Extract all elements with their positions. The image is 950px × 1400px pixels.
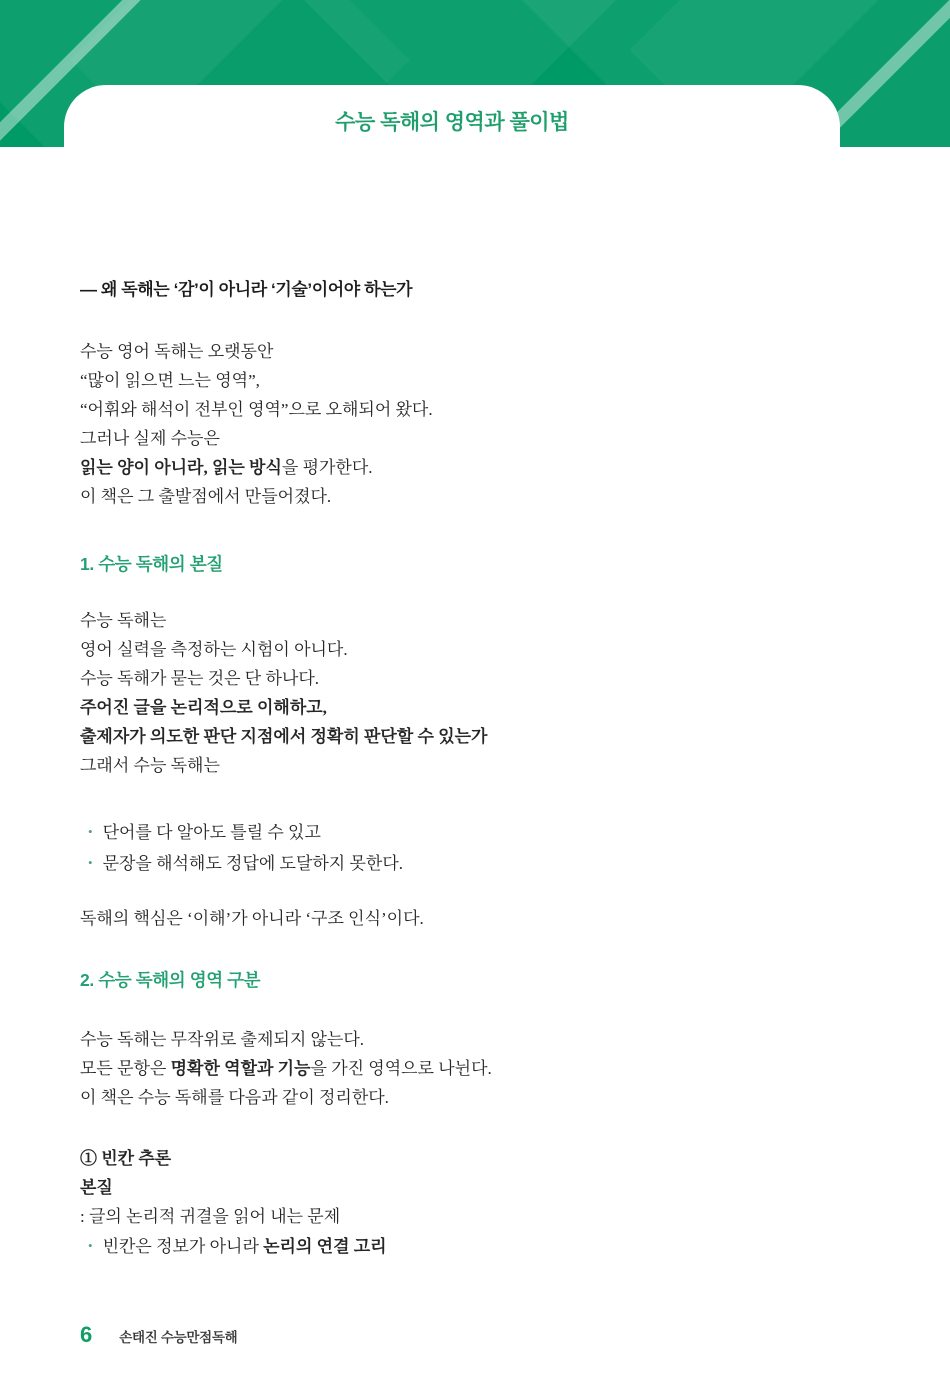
text-line — [80, 1231, 880, 1261]
text-line — [80, 606, 880, 635]
intro-paragraph — [80, 337, 880, 511]
text-line — [80, 453, 880, 482]
text-line — [80, 664, 880, 693]
bullet-dot: • — [88, 855, 93, 870]
text-segment: “많이 읽으면 느는 영역”, — [80, 371, 260, 390]
page-title: 수능 독해의 영역과 풀이법 — [335, 111, 569, 134]
text-segment: 수능 독해가 묻는 것은 단 하나다. — [80, 669, 319, 688]
text-segment: 영어 실력을 측정하는 시험이 아니다. — [80, 640, 348, 659]
intro-heading: — 왜 독해는 ‘감’이 아니라 ‘기술’이어야 하는가 — [80, 280, 413, 299]
text-segment: 빈칸은 정보가 아니라 — [102, 1237, 264, 1256]
text-line — [80, 904, 880, 933]
text-line — [80, 635, 880, 664]
text-segment: 단어를 다 알아도 틀릴 수 있고 — [102, 823, 321, 842]
bullet-dot: • — [88, 824, 93, 839]
text-segment: 수능 영어 독해는 오랫동안 — [80, 342, 274, 361]
text-line — [80, 751, 880, 780]
text-line — [80, 1054, 880, 1083]
book-title: 손태진 수능만점독해 — [119, 1330, 238, 1345]
bullet-dot: • — [88, 1238, 93, 1253]
text-line — [80, 1173, 880, 1202]
section-1-conclusion — [80, 904, 880, 933]
text-line — [80, 1025, 880, 1054]
page-footer — [80, 1322, 237, 1348]
text-segment: 그러나 실제 수능은 — [80, 429, 220, 448]
section-2-heading: 2. 수능 독해의 영역 구분 — [80, 970, 261, 990]
text-segment: 수능 독해는 — [80, 611, 167, 630]
text-segment: : 글의 논리적 귀결을 읽어 내는 문제 — [80, 1207, 341, 1226]
text-segment: 모든 문항은 — [80, 1059, 171, 1078]
text-segment: 수능 독해는 무작위로 출제되지 않는다. — [80, 1030, 365, 1049]
text-line — [80, 1202, 880, 1231]
text-segment: 문장을 해석해도 정답에 도달하지 못한다. — [102, 854, 403, 873]
category-1-block — [80, 1144, 880, 1261]
text-line — [80, 693, 880, 722]
content-card — [64, 85, 840, 215]
text-line — [80, 366, 880, 395]
bold-text: 읽는 양이 아니라, 읽는 방식 — [80, 458, 282, 477]
bold-text: 주어진 글을 논리적으로 이해하고, — [80, 698, 327, 717]
bold-text: 출제자가 의도한 판단 지점에서 정확히 판단할 수 있는가 — [80, 727, 488, 746]
text-line — [80, 722, 880, 751]
text-line — [80, 848, 880, 879]
bold-text: 본질 — [80, 1178, 113, 1197]
text-line — [80, 817, 880, 848]
text-line — [80, 1144, 880, 1173]
text-line — [80, 1083, 880, 1112]
text-segment: 이 책은 그 출발점에서 만들어졌다. — [80, 487, 332, 506]
text-line — [80, 482, 880, 511]
text-segment: 이 책은 수능 독해를 다음과 같이 정리한다. — [80, 1088, 389, 1107]
text-line — [80, 395, 880, 424]
section-1-heading: 1. 수능 독해의 본질 — [80, 554, 223, 574]
section-2-paragraph — [80, 1025, 880, 1112]
section-1-bullets — [80, 817, 880, 879]
text-segment: 독해의 핵심은 ‘이해’가 아니라 ‘구조 인식’이다. — [80, 909, 424, 928]
text-line — [80, 337, 880, 366]
text-segment: “어휘와 해석이 전부인 영역”으로 오해되어 왔다. — [80, 400, 433, 419]
text-line — [80, 424, 880, 453]
bold-text: ① 빈칸 추론 — [80, 1149, 172, 1168]
text-segment: 을 가진 영역으로 나뉜다. — [310, 1059, 492, 1078]
bold-text: 명확한 역할과 기능 — [170, 1059, 311, 1078]
bold-text: 논리의 연결 고리 — [263, 1237, 387, 1256]
section-1-paragraph — [80, 606, 880, 780]
page-number: 6 — [80, 1322, 93, 1347]
text-segment: 을 평가한다. — [281, 458, 373, 477]
text-segment: 그래서 수능 독해는 — [80, 756, 220, 775]
